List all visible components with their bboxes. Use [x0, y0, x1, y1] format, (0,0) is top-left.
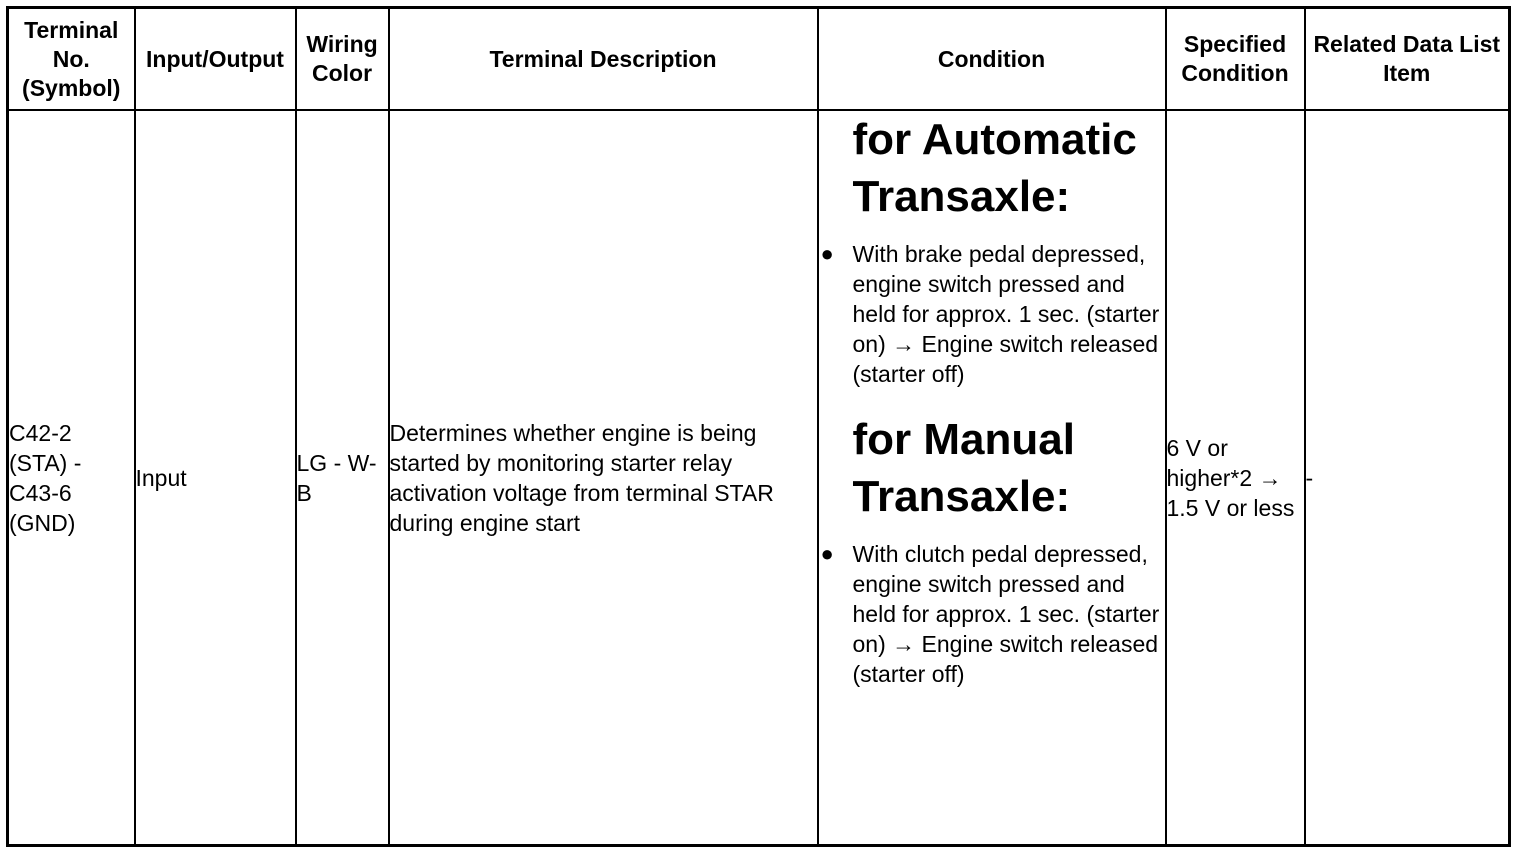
cell-specified-condition: 6 V or higher*2 → 1.5 V or less — [1166, 110, 1305, 846]
terminal-spec-table — [6, 6, 1511, 847]
header-wiring-color: Wiring Color — [296, 8, 389, 111]
automatic-condition-text: With brake pedal depressed, engine switch pressed and held for approx. 1 sec. (starter on) → Engine switch released (starter off) — [852, 241, 1160, 387]
cell-description: Determines whether engine is being started by monitoring starter relay activation voltage from terminal STAR during engine start — [389, 110, 818, 846]
table-row — [8, 110, 1510, 846]
header-related-data: Related Data List Item — [1305, 8, 1510, 111]
automatic-condition-list — [819, 239, 1165, 389]
cell-input-output: Input — [135, 110, 296, 846]
list-item — [819, 539, 1165, 689]
bullet-icon: ● — [820, 241, 834, 266]
header-specified-condition: Specified Condition — [1166, 8, 1305, 111]
manual-transaxle-heading: for Manual Transaxle: — [852, 415, 1075, 521]
manual-condition-text: With clutch pedal depressed, engine switch pressed and held for approx. 1 sec. (starter on) → Engine switch released (starter off) — [852, 541, 1160, 687]
header-input-output: Input/Output — [135, 8, 296, 111]
header-terminal: Terminal No. (Symbol) — [8, 8, 135, 111]
header-terminal-description: Terminal Description — [389, 8, 818, 111]
header-condition: Condition — [818, 8, 1166, 111]
header-row — [8, 8, 1510, 111]
manual-condition-list — [819, 539, 1165, 689]
list-item — [819, 239, 1165, 389]
cell-condition — [818, 110, 1166, 846]
automatic-transaxle-heading: for Automatic Transaxle: — [852, 115, 1137, 221]
cell-terminal: C42-2 (STA) - C43-6 (GND) — [8, 110, 135, 846]
bullet-icon: ● — [820, 541, 834, 566]
cell-related-data: - — [1305, 110, 1510, 846]
cell-wiring-color: LG - W-B — [296, 110, 389, 846]
